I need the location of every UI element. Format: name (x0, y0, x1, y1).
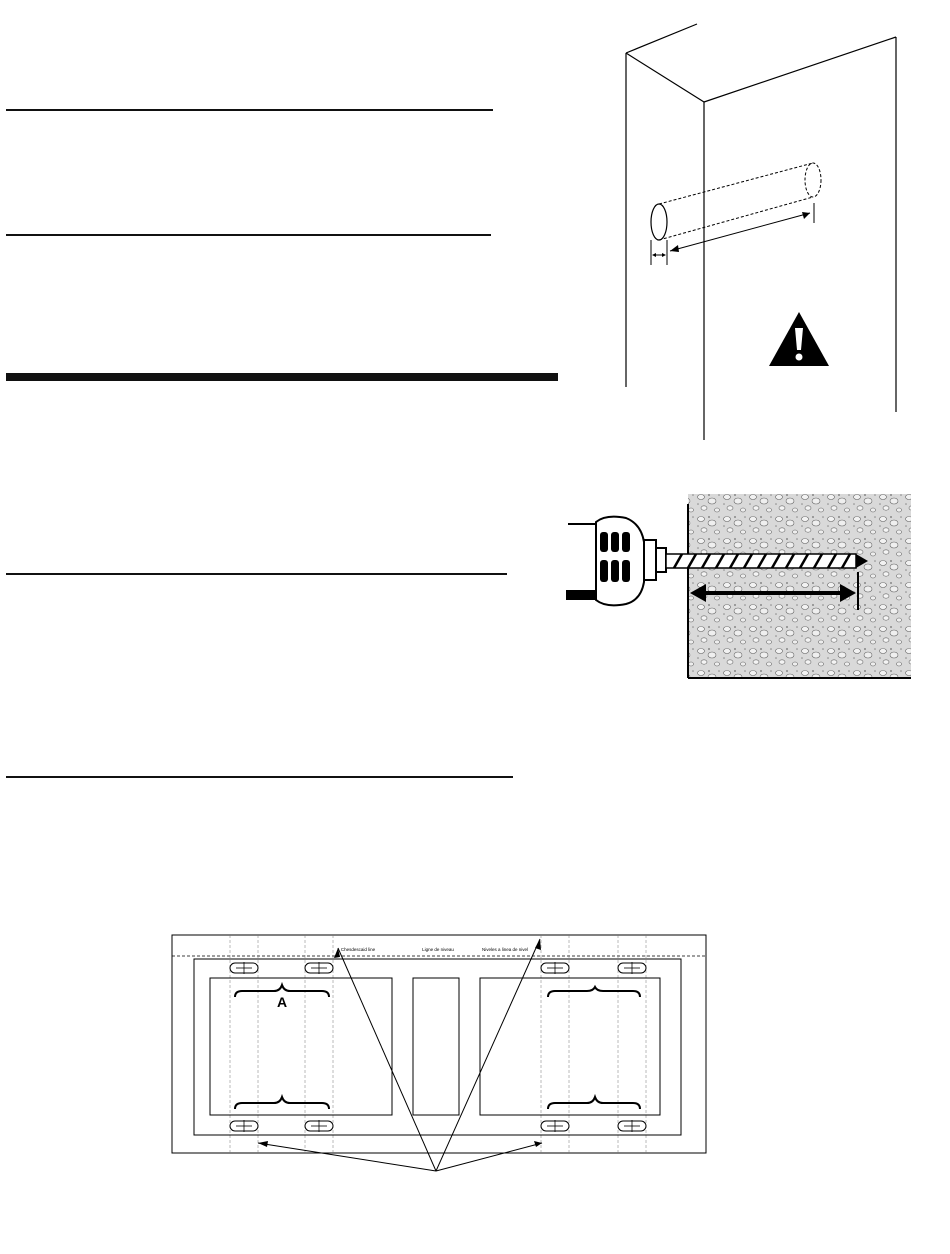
rule-3 (6, 573, 507, 575)
rule-4 (6, 776, 513, 778)
mounting-template-figure (170, 933, 710, 1183)
template-text-right: Niveles a linea de nivel (481, 947, 529, 952)
template-text-center: Ligne de niveau (422, 947, 454, 952)
rule-2 (6, 234, 491, 236)
bracket-label: A (276, 994, 288, 1010)
wall-corner-figure (600, 15, 920, 445)
drill-figure (566, 492, 916, 682)
exclamation-triangle-icon (769, 312, 829, 366)
template-text-left: Chesdescaid line (340, 947, 376, 952)
section-divider (6, 373, 558, 381)
rule-1 (6, 109, 493, 111)
